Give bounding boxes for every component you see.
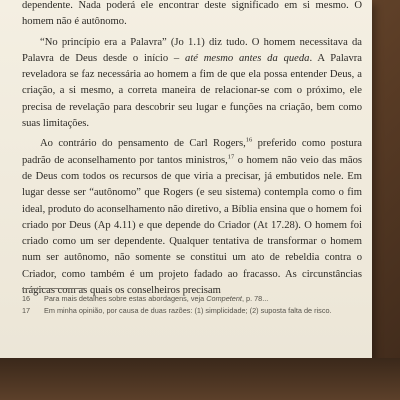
footnote [22,305,362,317]
text-run: , p. 78... [241,294,269,303]
paragraph [22,0,362,31]
footnote-number: 17 [22,306,31,316]
footnote-divider [22,288,84,289]
text-run: Ao contrário do pensamento de Carl Rogers, [40,138,246,150]
text-run: Em minha opinião, por causa de duas razões: (1) simplicidade; (2) suposta falta de risco. [44,306,332,316]
footnote-number: 16 [22,294,31,303]
paragraph [22,35,362,133]
text-run: dependente. Nada poderá ele encontrar deste significado em si mesmo. O homem não é autônomo. [22,0,362,28]
footnote [22,293,362,305]
italic-text: até mesmo antes da queda [185,52,310,64]
body-text [22,0,362,303]
text-run: “No princípio era a Palavra” (Jo 1.1) diz tudo. O homem necessitava da Palavra de Deus desde o início – [22,36,362,64]
text-run: . A Palavra reveladora se faz necessária ao homem a fim de que ela possa entender Deus, a criação, a si mesmo, a correta maneira de relacionar-se com o próximo, ele precisa de revelação para descobrir seu lugar e funções na criação, bem como suas limitações. [22,52,362,130]
footnote-reference: 16 [245,136,253,144]
paragraph [22,136,362,299]
footnote-text [44,305,362,317]
text-run: preferido como postura padrão de aconselhamento por tantos ministros, [22,138,362,166]
footnotes [22,293,362,317]
italic-text: Competent [206,294,242,303]
background-surface [0,358,400,400]
text-run: o homem não veio das mãos de Deus com todos os recursos de que viria a precisar, já embutidos nele. Em lugar desse ser “autônomo” que Rogers (e seu sistema) contempla como o fim ideal, produto do aconselhamento não diretivo, a Bíblia ensina que o homem foi criado por Deus (Ap 4.11) e que depende do Criador (At 17.28). O homem foi criado como um ser dependente. Qualquer tentativa de transformar o homem num ser autônomo, não somente se constitui um ato de rebeldia contra o Criador, como também é um projeto fadado ao fracasso. As circunstâncias trágicas com as quais os conselheiros precisam [22,154,363,297]
footnote-text [44,293,362,305]
footnote-reference: 17 [227,153,235,161]
text-run: Para mais detalhes sobre estas abordagens, veja [44,294,207,303]
